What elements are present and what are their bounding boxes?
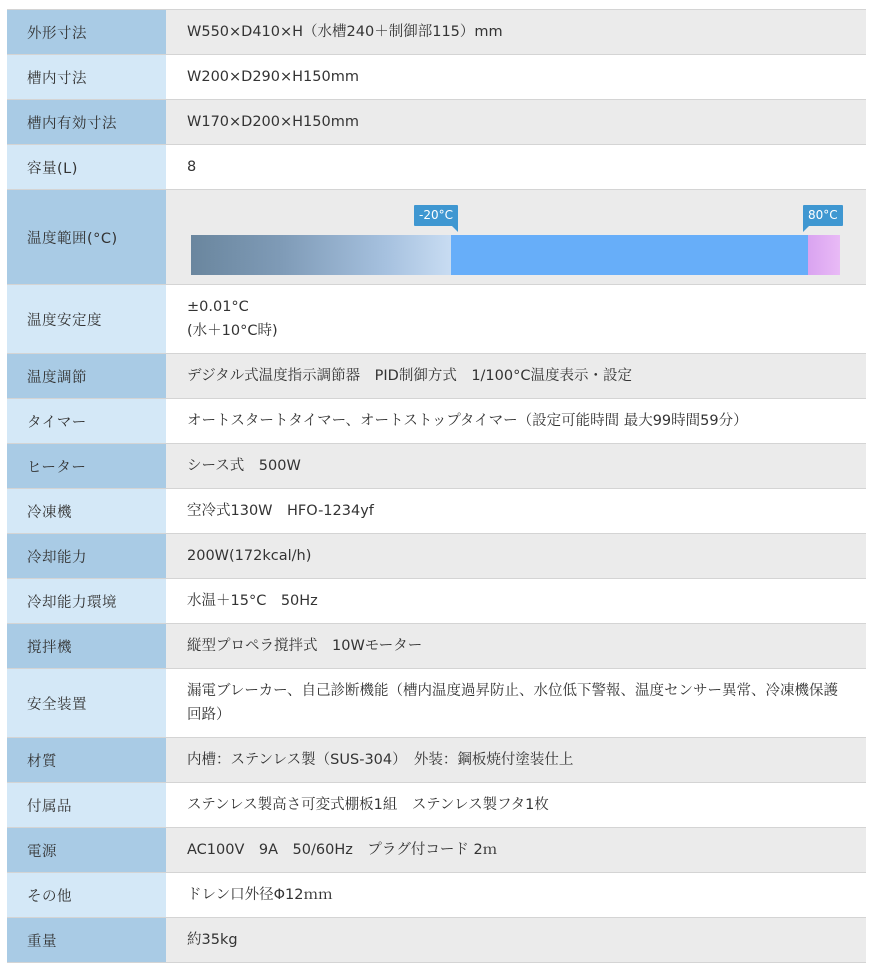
spec-label: 重量: [7, 918, 166, 963]
spec-label: 撹拌機: [7, 624, 166, 669]
spec-value: 約35kg: [166, 918, 866, 963]
spec-table: [7, 9, 866, 963]
spec-label: 冷却能力環境: [7, 579, 166, 624]
spec-label: 電源: [7, 828, 166, 873]
spec-value: 水温＋15°C 50Hz: [166, 579, 866, 624]
spec-label: 温度調節: [7, 354, 166, 399]
spec-value: シース式 500W: [166, 444, 866, 489]
stability-condition: (水＋10°C時): [187, 323, 278, 339]
spec-row-temperature-range: [7, 190, 866, 285]
temperature-range-cell: [166, 190, 866, 285]
stability-value: ±0.01°C: [187, 299, 249, 315]
spec-row-material: [7, 738, 866, 783]
spec-value: 8: [166, 145, 866, 190]
spec-row-dimensions: [7, 10, 866, 55]
spec-value: デジタル式温度指示調節器 PID制御方式 1/100°C温度表示・設定: [166, 354, 866, 399]
spec-value: 漏電ブレーカー、自己診断機能（槽内温度過昇防止、水位低下警報、温度センサー異常、冷凍機保護回路）: [166, 669, 866, 738]
spec-row-heater: [7, 444, 866, 489]
spec-label: 槽内有効寸法: [7, 100, 166, 145]
spec-row-accessories: [7, 783, 866, 828]
spec-row-other: [7, 873, 866, 918]
spec-value: 縦型プロペラ撹拌式 10Wモーター: [166, 624, 866, 669]
temperature-range-graphic: [166, 190, 866, 284]
spec-row-inner-dimensions: [7, 55, 866, 100]
spec-value: W170×D200×H150mm: [166, 100, 866, 145]
spec-value: W550×D410×H（水槽240＋制御部115）mm: [166, 10, 866, 55]
spec-label: 外形寸法: [7, 10, 166, 55]
low-temperature-marker: -20°C: [414, 205, 458, 226]
spec-value: 内槽：ステンレス製（SUS-304） 外装：鋼板焼付塗装仕上: [166, 738, 866, 783]
above-range-segment: [808, 235, 840, 275]
spec-row-refrigerator: [7, 489, 866, 534]
spec-label: 冷却能力: [7, 534, 166, 579]
below-range-segment: [191, 235, 451, 275]
spec-value: オートスタートタイマー、オートストップタイマー（設定可能時間 最大99時間59分）: [166, 399, 866, 444]
spec-row-capacity: [7, 145, 866, 190]
spec-label: タイマー: [7, 399, 166, 444]
spec-value: [166, 285, 866, 354]
spec-label: その他: [7, 873, 166, 918]
spec-value: 空冷式130W HFO-1234yf: [166, 489, 866, 534]
spec-value: ドレン口外径Φ12ｍｍ: [166, 873, 866, 918]
operating-range-segment: [451, 235, 808, 275]
spec-label: ヒーター: [7, 444, 166, 489]
spec-row-cooling-environment: [7, 579, 866, 624]
spec-label: 安全装置: [7, 669, 166, 738]
spec-row-cooling-capacity: [7, 534, 866, 579]
spec-row-power: [7, 828, 866, 873]
spec-value: ステンレス製高さ可変式棚板1組 ステンレス製フタ1枚: [166, 783, 866, 828]
spec-row-safety-devices: [7, 669, 866, 738]
spec-row-stirrer: [7, 624, 866, 669]
spec-label: 材質: [7, 738, 166, 783]
spec-label: 温度範囲(°C): [7, 190, 166, 285]
high-temperature-marker: 80°C: [803, 205, 843, 226]
spec-label: 冷凍機: [7, 489, 166, 534]
spec-row-temperature-control: [7, 354, 866, 399]
spec-label: 容量(L): [7, 145, 166, 190]
spec-value: AC100V 9A 50/60Hz プラグ付コード 2ｍ: [166, 828, 866, 873]
spec-label: 槽内寸法: [7, 55, 166, 100]
spec-row-weight: [7, 918, 866, 963]
spec-row-effective-dimensions: [7, 100, 866, 145]
spec-value: 200W(172kcal/h): [166, 534, 866, 579]
temperature-range-bar: [191, 235, 840, 275]
spec-label: 付属品: [7, 783, 166, 828]
spec-row-temperature-stability: [7, 285, 866, 354]
spec-value: W200×D290×H150mm: [166, 55, 866, 100]
spec-row-timer: [7, 399, 866, 444]
spec-label: 温度安定度: [7, 285, 166, 354]
